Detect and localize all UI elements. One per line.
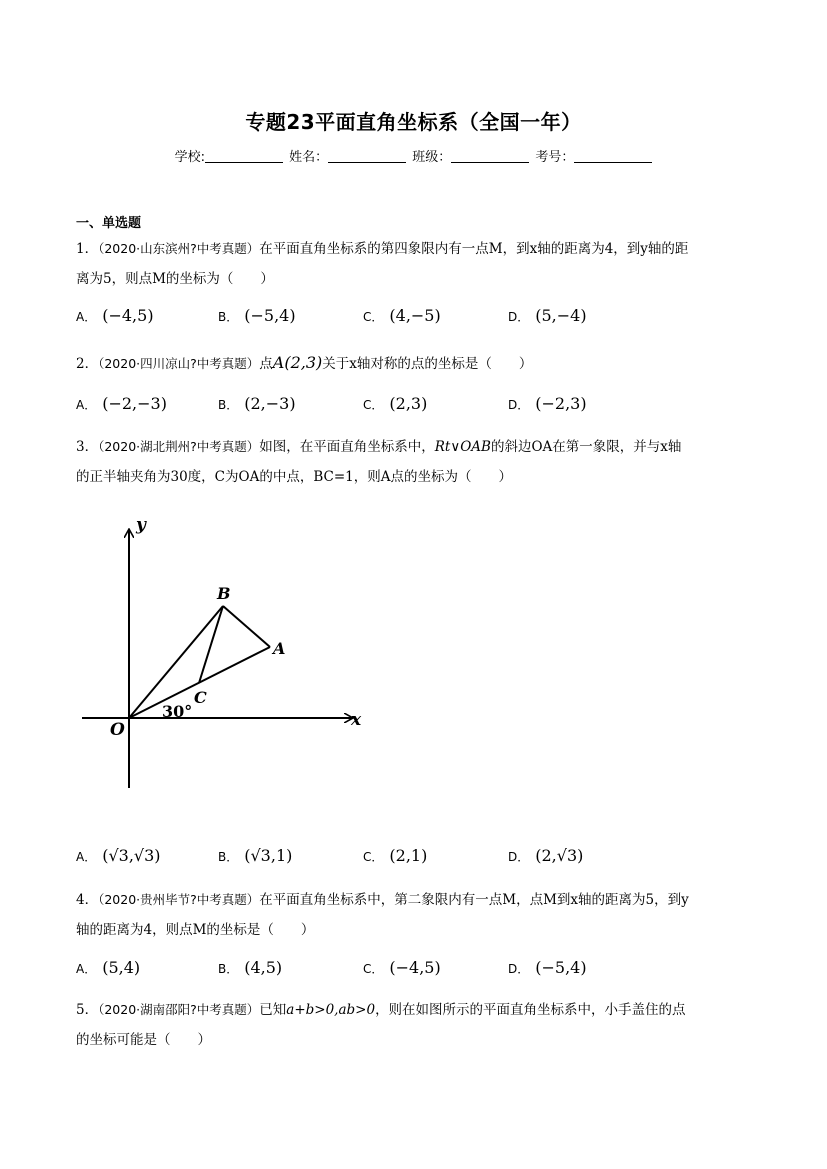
name-blank[interactable]: [328, 150, 406, 163]
question-5: [76, 995, 752, 1055]
segment-ba: [223, 606, 270, 647]
class-label: 班级：: [412, 150, 452, 165]
option-d[interactable]: D． (2,√3): [508, 846, 584, 865]
page-title: 专题23平面直角坐标系（全国一年）: [245, 110, 582, 134]
question-4-line2: 轴的距离为4，则点M的坐标是（ ）: [76, 922, 315, 938]
option-b[interactable]: B． (−5,4): [218, 306, 296, 325]
section-title: 一、单选题: [76, 216, 142, 231]
question-1: [76, 234, 752, 294]
option-a[interactable]: A． (5,4): [76, 958, 141, 977]
question-5-line1: 5．（2020·湖南邵阳?中考真题）已知a+b>0,ab>0，则在如图所示的平面直角坐标系中，小手盖住的点: [76, 1002, 686, 1018]
point-c-label: C: [194, 688, 207, 707]
school-blank[interactable]: [205, 150, 283, 163]
question-1-line1: 1．（2020·山东滨州?中考真题）在平面直角坐标系的第四象限内有一点M，到x轴的距离为4，到y轴的距: [76, 241, 689, 257]
question-5-line2: 的坐标可能是（ ）: [76, 1032, 211, 1048]
option-b[interactable]: B． (4,5): [218, 958, 283, 977]
question-3: [76, 432, 752, 492]
question-2-line1: 2．（2020·四川凉山?中考真题）点A(2,3)关于x轴对称的点的坐标是（ ）: [76, 353, 533, 372]
question-4-options: [76, 958, 752, 988]
question-3-line2: 的正半轴夹角为30度，C为OA的中点，BC=1，则A点的坐标为（ ）: [76, 469, 512, 485]
x-axis-label: x: [351, 710, 362, 730]
origin-label: O: [110, 720, 125, 740]
question-3-options: [76, 846, 752, 876]
point-a-label: A: [273, 639, 286, 658]
question-4: [76, 885, 752, 945]
exam-number-label: 考号：: [535, 150, 575, 165]
option-d[interactable]: D． (−5,4): [508, 958, 587, 977]
question-1-line2: 离为5，则点M的坐标为（ ）: [76, 271, 274, 287]
angle-label: 30°: [162, 702, 193, 721]
option-b[interactable]: B． (√3,1): [218, 846, 293, 865]
option-c[interactable]: C． (−4,5): [363, 958, 441, 977]
point-b-label: B: [217, 584, 231, 603]
class-blank[interactable]: [451, 150, 529, 163]
exam-number-blank[interactable]: [574, 150, 652, 163]
question-3-line1: 3．（2020·湖北荆州?中考真题）如图，在平面直角坐标系中，Rt∨OAB的斜边OA在第一象限，并与x轴: [76, 439, 682, 455]
coordinate-figure: [70, 510, 370, 800]
option-a[interactable]: A． (√3,√3): [76, 846, 161, 865]
option-b[interactable]: B． (2,−3): [218, 394, 296, 413]
name-label: 姓名：: [289, 150, 329, 165]
question-2-options: [76, 394, 752, 424]
option-c[interactable]: C． (2,3): [363, 394, 428, 413]
option-a[interactable]: A． (−2,−3): [76, 394, 167, 413]
question-1-options: [76, 306, 752, 336]
option-a[interactable]: A． (−4,5): [76, 306, 154, 325]
question-2: [76, 348, 752, 379]
y-axis-label: y: [136, 515, 146, 535]
question-4-line1: 4．（2020·贵州毕节?中考真题）在平面直角坐标系中，第二象限内有一点M，点M到x轴的距离为5，到y: [76, 892, 689, 908]
option-d[interactable]: D． (−2,3): [508, 394, 587, 413]
student-info-line: [0, 146, 827, 165]
option-d[interactable]: D． (5,−4): [508, 306, 587, 325]
school-label: 学校:: [174, 150, 205, 165]
option-c[interactable]: C． (4,−5): [363, 306, 441, 325]
option-c[interactable]: C． (2,1): [363, 846, 428, 865]
